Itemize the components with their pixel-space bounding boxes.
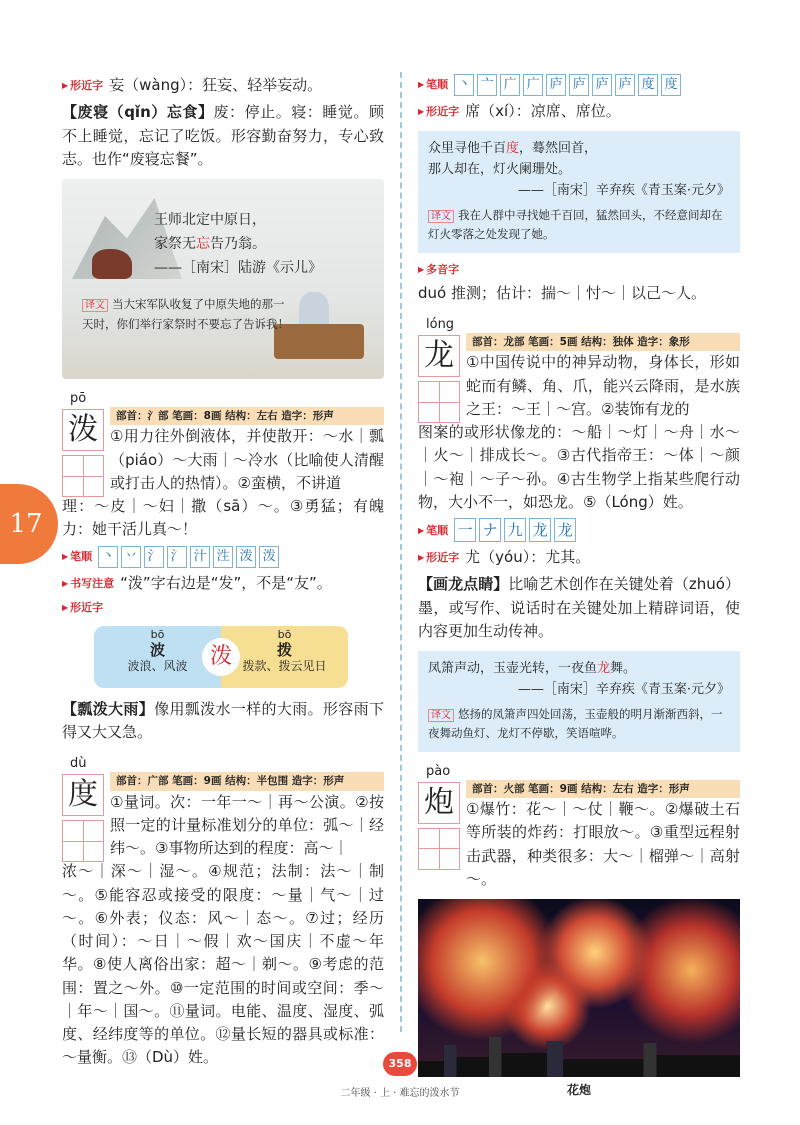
- xingjin-xi-row: ▶ 形近字 席（xí）：凉席、席位。: [418, 100, 740, 123]
- pinyin-po: pō: [70, 391, 87, 406]
- right-column: [418, 70, 740, 1100]
- strokes-po-row: ▶ 笔顺 丶 丷 氵 氵 汁 泩 泼 泼: [62, 546, 384, 568]
- duoyin-row: ▶ 多音字: [418, 261, 740, 278]
- pinyin-long: lóng: [426, 317, 455, 333]
- xingjin-tag: ▶ 形近字: [62, 77, 103, 94]
- xingjin-po-row: ▶ 形近字: [62, 599, 384, 616]
- char-po: 泼: [62, 409, 104, 451]
- similar-char-bo-wave: bō 波 波浪、风波: [94, 626, 221, 688]
- stroke: 氵: [144, 546, 164, 568]
- writing-note: “泼”字右边是“发”，不是“友”。: [120, 573, 332, 592]
- stroke: ナ: [479, 518, 501, 542]
- poem-qing-yu-an-1: 众里寻他千百度，蓦然回首， 那人却在，灯火阑珊处。 ——［南宋］辛弃疾《青玉案·元夕》 译文 我在人群中寻找她千百回，猛然回头，不经意间却在灯火零落之处发现了她。: [418, 131, 740, 252]
- entry-po: [62, 389, 384, 542]
- poem-qing-yu-an-2: 凤箫声动，玉壶光转，一夜鱼龙舞。 ——［南宋］辛弃疾《青玉案·元夕》 译文 悠扬的凤箫声四处回荡，玉壶般的明月渐渐西斜，一夜舞动鱼灯、龙灯不停歇，笑语喧哗。: [418, 651, 740, 752]
- stroke: 泼: [236, 546, 256, 568]
- stroke: 一: [454, 518, 476, 542]
- strokes-long: [454, 518, 576, 542]
- similar-char-bo-pluck: bō 拨 拨款、拨云见日: [221, 626, 348, 688]
- center-char-po: 泼: [202, 638, 240, 676]
- stroke: 九: [504, 518, 526, 542]
- writing-grid-long: [418, 381, 460, 423]
- strokes-du: [454, 74, 681, 96]
- xingjin-row: [62, 74, 384, 97]
- fireworks-photo: [418, 899, 740, 1077]
- definition-po: ①用力往外倒液体，并使散开：～水｜瓢（piáo）～大雨｜～冷水（比喻使人清醒或打击人的热情）。②蛮横，不讲道: [110, 427, 384, 492]
- duoyin-text: duó 推测；估计：揣～｜忖～｜以己～人。: [418, 283, 706, 302]
- translation-shi-er: 译文 当大宋军队收复了中原失地的那一天时，你们举行家祭时不要忘了告诉我！: [82, 297, 289, 331]
- stroke: 广: [523, 74, 543, 96]
- strokes-du-row: ▶ 笔顺 丶 亠 广 广 庐 庐 庐 庐 度 度: [418, 74, 740, 96]
- pinyin-du: dù: [70, 756, 87, 772]
- stroke: 龙: [529, 518, 551, 542]
- entry-pao: [418, 762, 740, 891]
- stroke: 庐: [569, 74, 589, 96]
- meta-long: 部首：龙部 笔画：5画 结构：独体 造字：象形: [466, 333, 740, 351]
- stroke: 汁: [190, 546, 210, 568]
- stroke: 度: [661, 74, 681, 96]
- stroke: 广: [500, 74, 520, 96]
- definition-du-cont: 浓～｜深～｜湿～。④规范；法制：法～｜制～。⑤能容忍或接受的限度：～量｜气～｜过～。⑥外表；仪态：风～｜态～。⑦过；经历（时间）：～日｜～假｜欢～国庆｜不虚～年华。⑧使人离俗出家：超～｜剃～。⑨考虑的范围：置之～外。⑩一定范围的时间或空间：季～｜年～｜国～。⑪量词。电能、温度、湿度、弧度、经纬度等的单位。⑫量长短的器具或标准：～量衡。⑬（Dù）姓。: [62, 862, 384, 1067]
- city-skyline: [418, 1037, 740, 1077]
- similar-chars-card: [94, 626, 348, 688]
- stroke: 庐: [592, 74, 612, 96]
- stroke: 泼: [259, 546, 279, 568]
- entry-long: [418, 315, 740, 514]
- definition-po-cont: 理：～皮｜～妇｜撒（sā）～。③勇猛；有魄力：她干活儿真～！: [62, 497, 384, 539]
- definition-du: ①量词。次：一年一～｜再～公演。②按照一定的计量标准划分的单位：弧～｜经纬～。③事物所达到的程度：高～｜: [110, 792, 384, 858]
- stroke: 度: [638, 74, 658, 96]
- strokes-long-row: ▶ 笔顺 一 ナ 九 龙 龙: [418, 518, 740, 542]
- char-long: 龙: [418, 335, 460, 377]
- writing-grid-po: [62, 455, 104, 497]
- char-pao: 炮: [418, 782, 460, 824]
- char-du: 度: [62, 774, 104, 816]
- meta-pao: 部首：火部 笔画：9画 结构：左右 造字：形声: [466, 780, 740, 798]
- stroke: 庐: [615, 74, 635, 96]
- writing-grid-du: [62, 820, 104, 862]
- lesson-tab: 17: [0, 484, 58, 564]
- writing-grid-pao: [418, 828, 460, 870]
- poem-shi-er: 王师北定中原日， 家祭无忘告乃翁。 ——［南宋］陆游《示儿》: [154, 212, 322, 276]
- photo-caption: 花炮: [566, 1083, 591, 1097]
- xingjin-text: 妄（wàng）：狂妄、轻举妄动。: [109, 76, 323, 94]
- stroke: 丶: [454, 74, 474, 96]
- pinyin-pao: pào: [426, 763, 451, 779]
- stroke: 龙: [554, 518, 576, 542]
- definition-pao: ①爆竹：花～｜～仗｜鞭～。②爆破土石等所装的炸药：打眼放～。③重型远程射击武器，种类很多：大～｜榴弹～｜高射～。: [466, 800, 740, 888]
- idiom-fei-qin-wang-shi: 【废寝（qǐn）忘食】废：停止。寝：睡觉。顾不上睡觉，忘记了吃饭。形容勤奋努力，专心致志。也作“废寝忘餐”。: [62, 103, 384, 168]
- stroke: 氵: [167, 546, 187, 568]
- xingjin-you-text: 尤（yóu）：尤其。: [465, 548, 591, 567]
- definition-long-cont: 图案的或形状像龙的：～船｜～灯｜～舟｜水～｜火～｜排成长～。③古代指帝王：～体｜～颜｜～袍｜～子～孙。④古生物学上指某些爬行动物，大小不一，如恐龙。⑤（Lóng）姓。: [418, 423, 740, 511]
- stroke: 泩: [213, 546, 233, 568]
- left-column: [62, 70, 384, 1070]
- stroke: 亠: [477, 74, 497, 96]
- xingjin-you-row: ▶ 形近字 尤（yóu）：尤其。: [418, 546, 740, 569]
- horse-illustration: [92, 249, 132, 279]
- stroke: 丶: [98, 546, 118, 568]
- meta-du: 部首：广部 笔画：9画 结构：半包围 造字：形声: [110, 772, 384, 790]
- illustration-shi-er: [62, 179, 384, 379]
- stroke: 庐: [546, 74, 566, 96]
- strokes-po: [98, 546, 279, 568]
- writing-note-row: ▶ 书写注意 “泼”字右边是“发”，不是“友”。: [62, 572, 384, 595]
- entry-du: [62, 754, 384, 1069]
- idiom-hua-long-dian-jing: 【画龙点睛】比喻艺术创作在关键处着（zhuó）墨，或写作、说话时在关键处加上精辟词语，使内容更加生动传神。: [418, 575, 740, 640]
- column-divider: [400, 72, 402, 1032]
- page-footer: 二年级 · 上 · 难忘的泼水节: [340, 1088, 460, 1099]
- idiom-piao-po-da-yu: 【瓢泼大雨】像用瓢泼水一样的大雨。形容雨下得又大又急。: [62, 699, 384, 742]
- xingjin-xi-text: 席（xí）：凉席、席位。: [465, 102, 621, 120]
- definition-long: ①中国传说中的神异动物，身体长，形如蛇而有鳞、角、爪，能兴云降雨，是水族之王：～王｜～宫。②装饰有龙的: [466, 353, 740, 418]
- page-number: 358: [383, 1052, 417, 1076]
- stroke: 丷: [121, 546, 141, 568]
- meta-po: 部首：氵部 笔画：8画 结构：左右 造字：形声: [110, 407, 384, 425]
